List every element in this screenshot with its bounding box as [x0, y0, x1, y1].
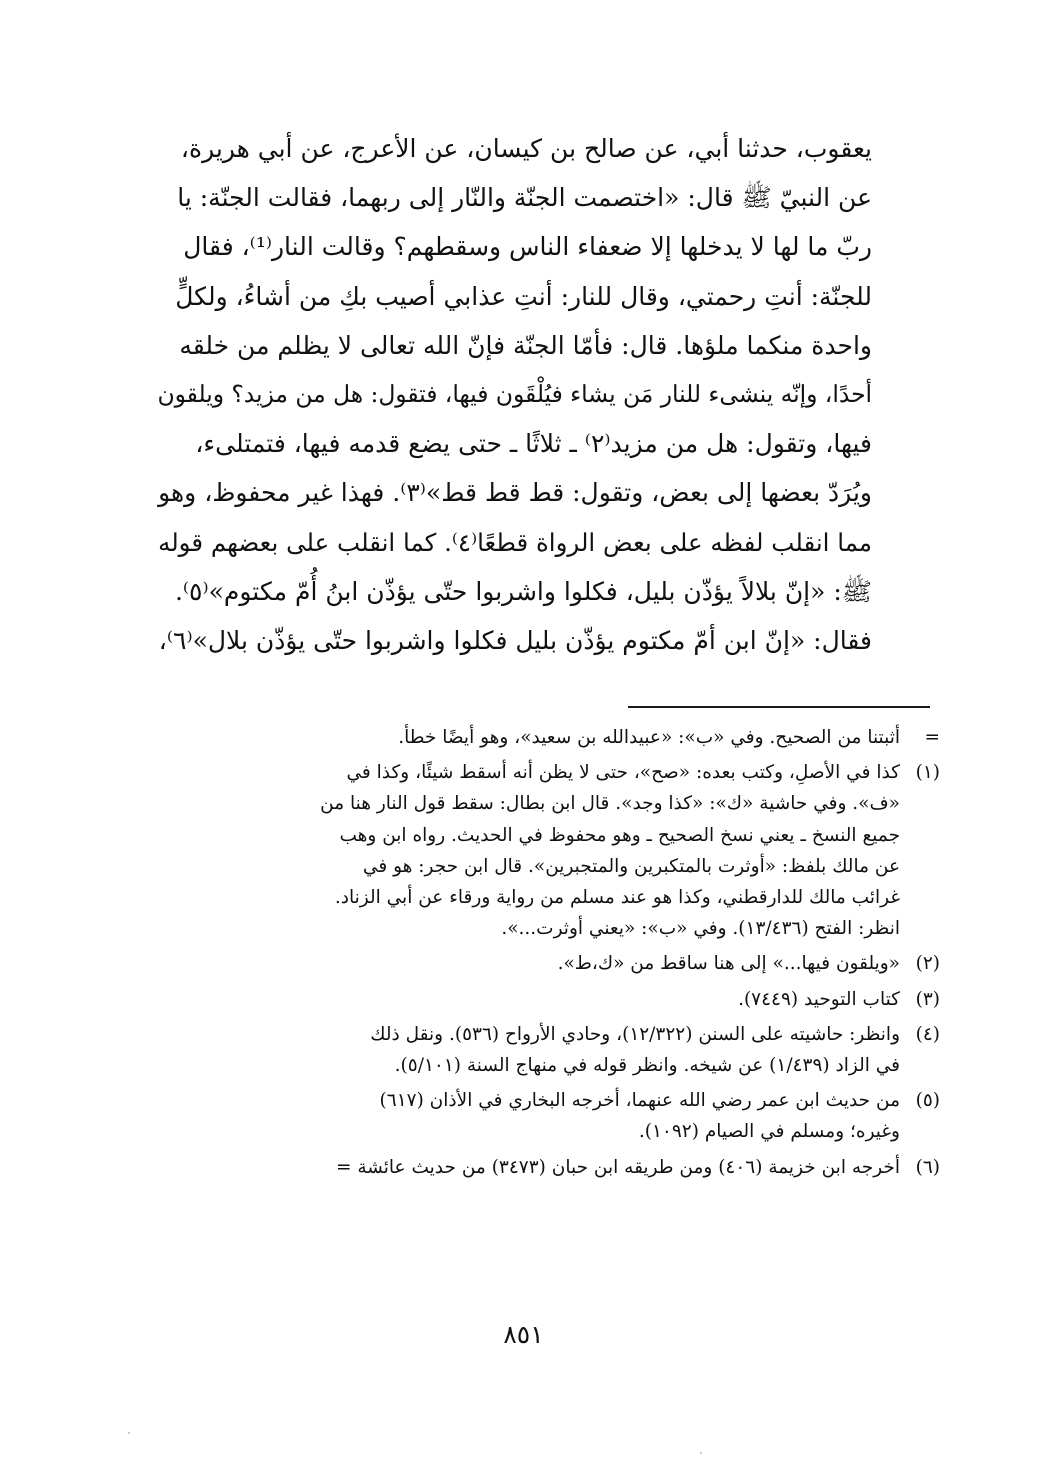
footnote-item	[150, 948, 940, 979]
main-text-line: واحدة منكما ملؤها. قال: فأمّا الجنّة فإنّ الله تعالى لا يظلم من خلقه	[179, 330, 872, 360]
main-text-line: مما انقلب لفظه على بعض الرواة قطعًا⁽٤⁾. كما انقلب على بعضهم قوله	[158, 527, 872, 557]
footnote-marker: (٦)	[915, 1156, 940, 1178]
footnote-line: عن مالك بلفظ: «أوثرت بالمتكبرين والمتجبرين». قال ابن حجر: هو في	[362, 855, 900, 877]
footnote-text	[150, 984, 900, 1015]
main-text-line: فقال: «إنّ ابن أمّ مكتوم يؤذّن بليل فكلوا واشربوا حتّى يؤذّن بلال»⁽٦⁾،	[158, 626, 872, 656]
footnote-line: كذا في الأصلِ، وكتب بعده: «صح»، حتى لا يظن أنه أسقط شيئًا، وكذا في	[346, 762, 900, 784]
main-text-line: ﷺ: «إنّ بلالاً يؤذّن بليل، فكلوا واشربوا حتّى يؤذّن ابنُ أُمّ مكتوم»⁽٥⁾.	[174, 576, 872, 606]
footnote-item	[150, 757, 940, 944]
main-text-line: ويُرَدّ بعضها إلى بعض، وتقول: قط قط قط»⁽٣⁾. فهذا غير محفوظ، وهو	[158, 478, 872, 508]
footnote-line: كتاب التوحيد (٧٤٤٩).	[738, 988, 900, 1010]
footnote-line: وانظر: حاشيته على السنن (١٢/٣٢٢)، وحادي الأرواح (٥٣٦). ونقل ذلك	[370, 1023, 900, 1045]
footnote-text	[150, 1085, 900, 1147]
scan-speck	[700, 1452, 702, 1454]
footnote-item	[150, 1019, 940, 1081]
footnote-text	[150, 1152, 900, 1183]
footnote-marker: (١)	[915, 762, 940, 784]
footnote-item	[150, 722, 940, 753]
footnote-item	[150, 1085, 940, 1147]
footnote-text	[150, 722, 900, 753]
footnote-text	[150, 948, 900, 979]
footnote-separator-rule	[628, 706, 930, 708]
main-text-line: ربّ ما لها لا يدخلها إلا ضعفاء الناس وسقطهم؟ وقالت النار⁽¹⁾، فقال	[183, 232, 872, 262]
footnote-item	[150, 984, 940, 1015]
footnote-line: «ف». وفي حاشية «ك»: «كذا وجد». قال ابن بطال: سقط قول النار هنا من	[320, 793, 900, 815]
main-text-block	[150, 124, 872, 665]
footnote-item	[150, 1152, 940, 1183]
footnote-marker: (٣)	[915, 988, 940, 1010]
footnote-line: انظر: الفتح (١٣/٤٣٦). وفي «ب»: «يعني أوثرت...».	[501, 918, 900, 940]
footnote-line: «ويلقون فيها...» إلى هنا ساقط من «ك،ط».	[557, 953, 900, 975]
main-text-line: يعقوب، حدثنا أبي، عن صالح بن كيسان، عن الأعرج، عن أبي هريرة،	[180, 134, 872, 163]
footnote-marker: (٢)	[915, 953, 940, 975]
main-text-line: للجنّة: أنتِ رحمتي، وقال للنار: أنتِ عذابي أصيب بكِ من أشاءُ، ولكلٍّ	[175, 281, 872, 311]
footnote-marker: (٥)	[915, 1090, 940, 1112]
footnote-line: وغيره؛ ومسلم في الصيام (١٠٩٢).	[638, 1121, 900, 1143]
main-text-line: فيها، وتقول: هل من مزيد⁽٢⁾ ـ ثلاثًا ـ حتى يضع قدمه فيها، فتمتلىء،	[195, 429, 872, 459]
page-number: ٨٥١	[503, 1320, 544, 1349]
footnote-marker: =	[924, 727, 940, 748]
footnotes-block	[150, 722, 940, 1187]
footnote-line: غرائب مالك للدارقطني، وكذا هو عند مسلم من رواية ورقاء عن أبي الزناد.	[334, 887, 900, 909]
footnote-line: أثبتنا من الصحيح. وفي «ب»: «عبيدالله بن سعيد»، وهو أيضًا خطأ.	[398, 727, 900, 748]
footnote-marker: (٤)	[915, 1023, 940, 1045]
footnote-line: في الزاد (١/٤٣٩) عن شيخه. وانظر قوله في منهاج السنة (٥/١٠١).	[394, 1055, 900, 1077]
footnote-text	[150, 757, 900, 944]
footnote-line: من حديث ابن عمر رضي الله عنهما، أخرجه البخاري في الأذان (٦١٧)	[379, 1090, 900, 1112]
footnote-line: جميع النسخ ـ يعني نسخ الصحيح ـ وهو محفوظ في الحديث. رواه ابن وهب	[339, 824, 900, 846]
footnote-text	[150, 1019, 900, 1081]
main-text-line: أحدًا، وإنّه ينشىء للنار مَن يشاء فيُلْقَون فيها، فتقول: هل من مزيد؟ ويلقون	[157, 380, 872, 409]
scan-speck	[128, 1432, 130, 1434]
footnote-line: أخرجه ابن خزيمة (٤٠٦) ومن طريقه ابن حبان (٣٤٧٣) من حديث عائشة =	[335, 1156, 900, 1178]
main-text-line: عن النبيّ ﷺ قال: «اختصمت الجنّة والنّار إلى ربهما، فقالت الجنّة: يا	[177, 183, 872, 213]
